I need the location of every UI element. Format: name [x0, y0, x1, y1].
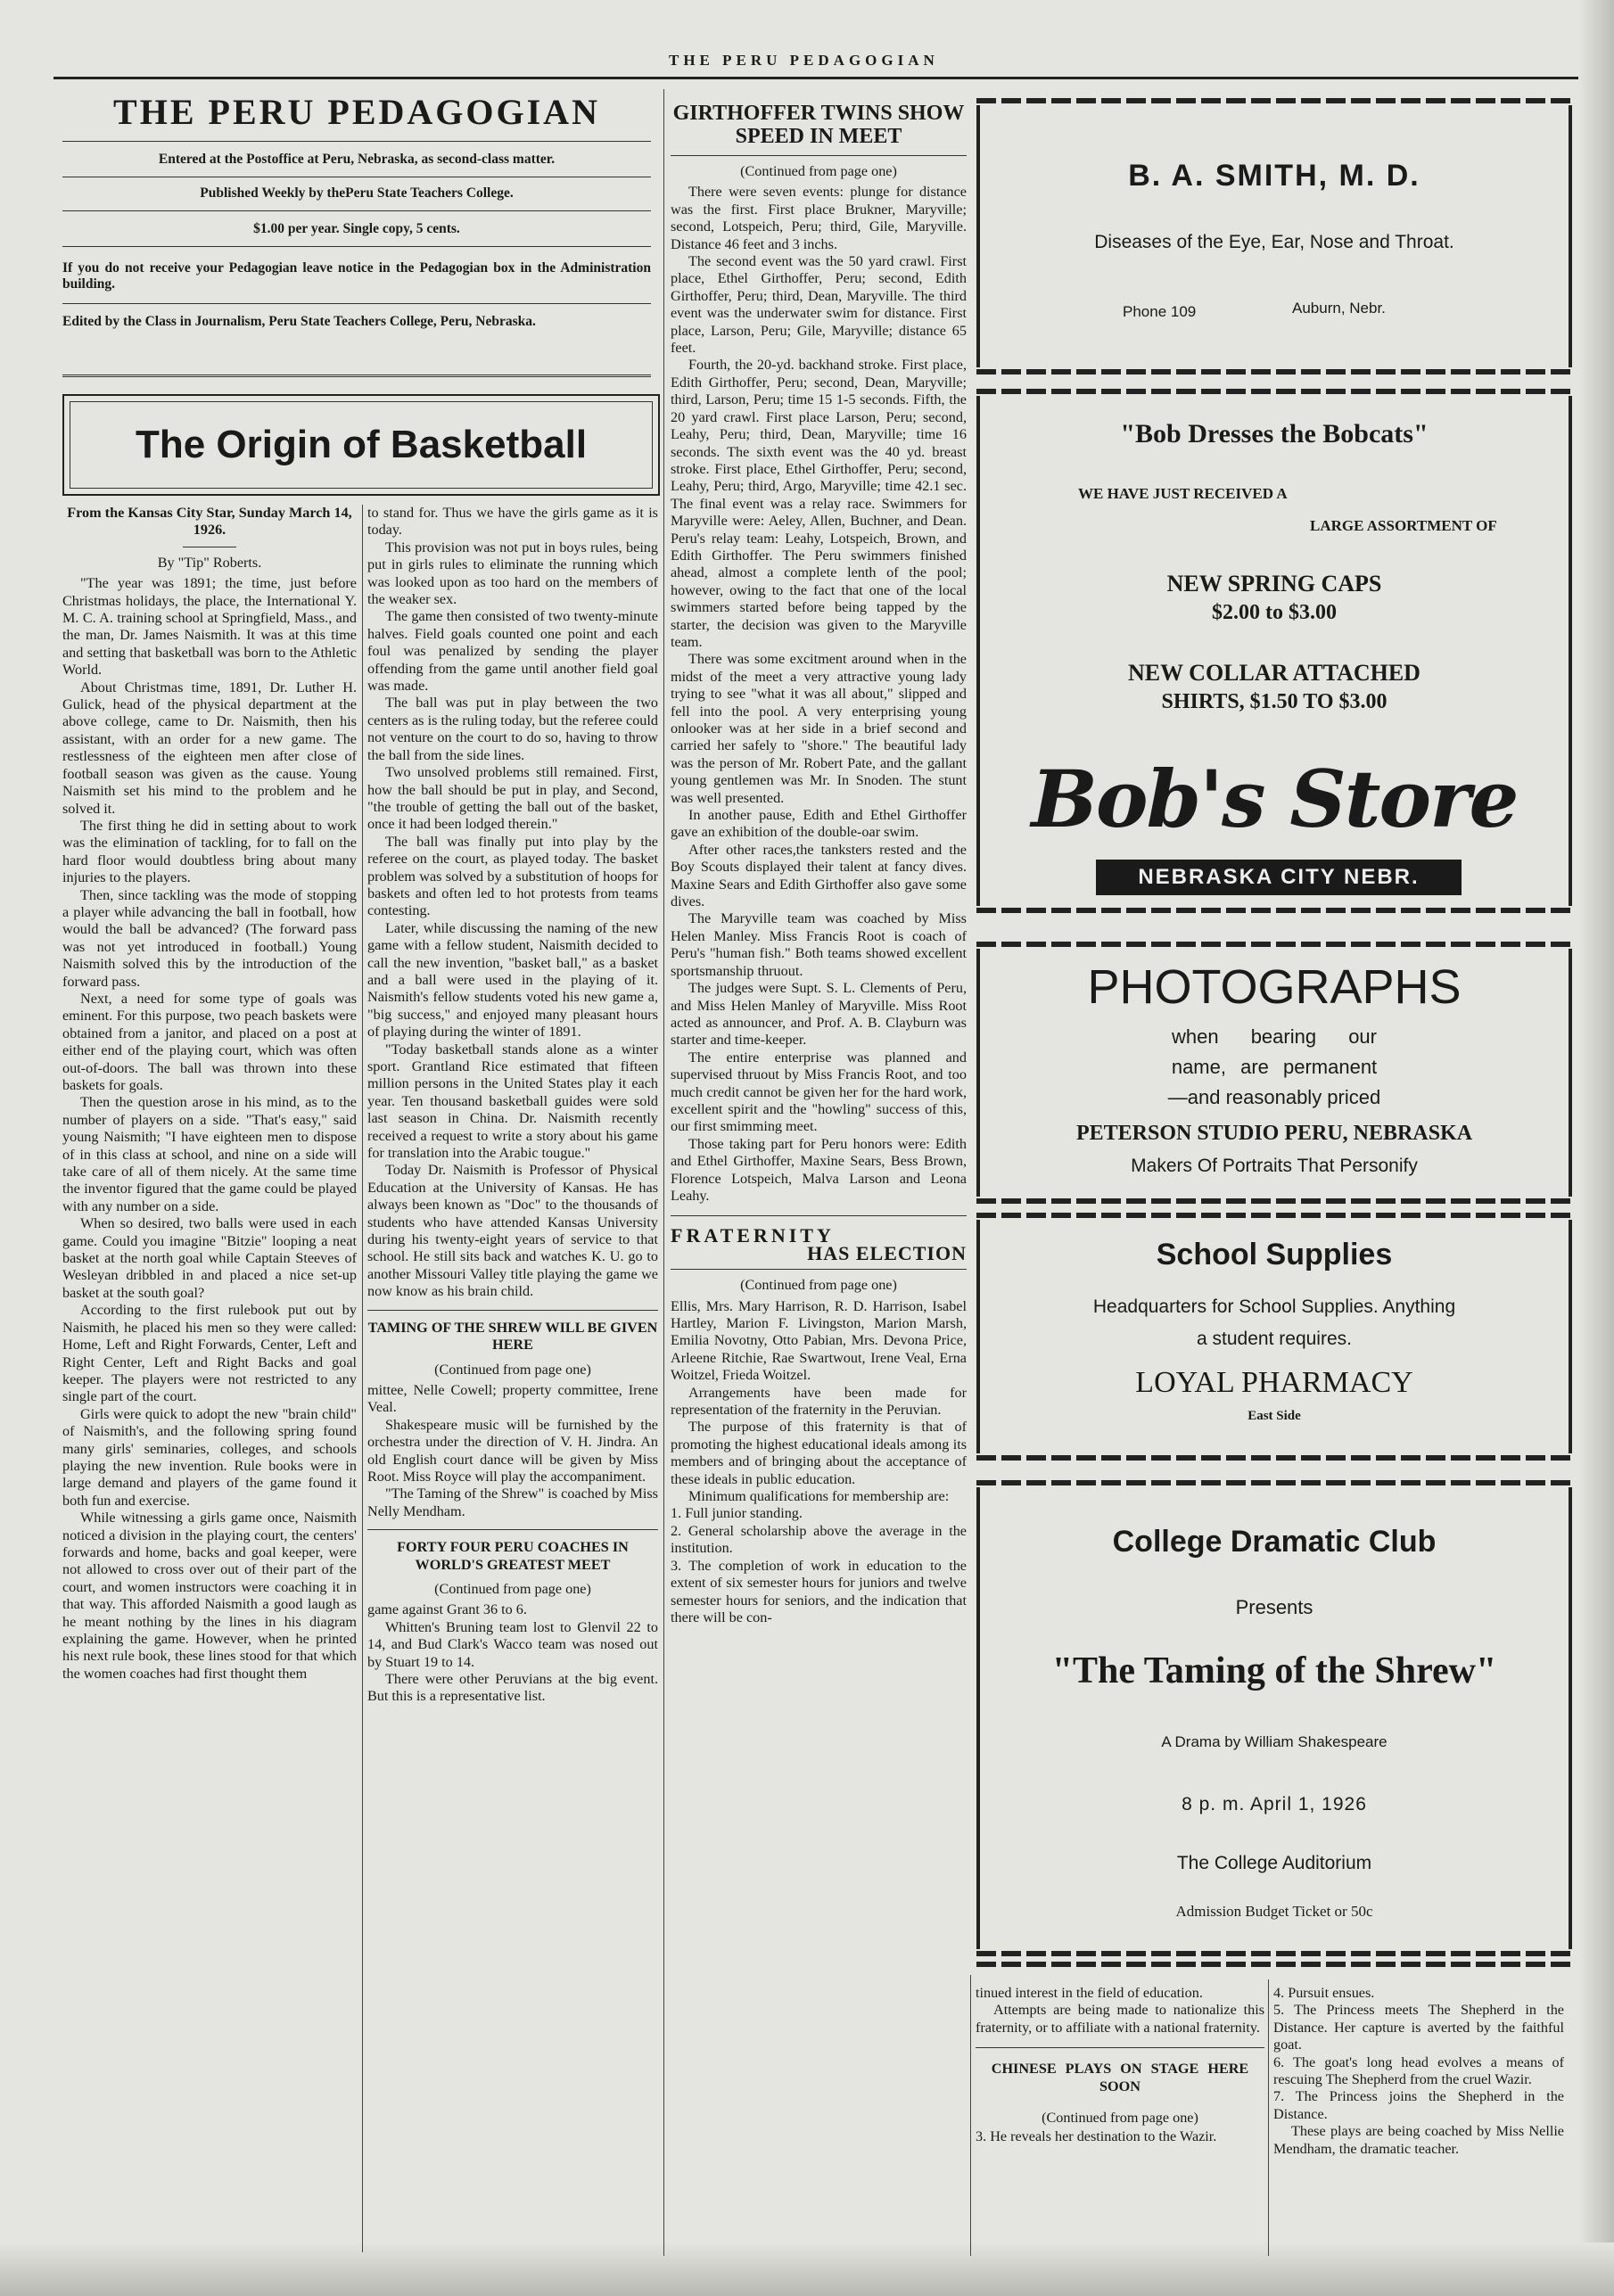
twins-continued: (Continued from page one): [740, 163, 897, 179]
bob-received: WE HAVE JUST RECEIVED A: [1078, 485, 1288, 502]
ad-border-dash: [976, 1198, 1572, 1204]
coaches-continued: (Continued from page one): [434, 1580, 591, 1597]
chinese-headline: CHINESE PLAYS ON STAGE HERE SOON: [991, 2061, 1249, 2094]
school-ad: [976, 1220, 1572, 1453]
page-edge-shadow: [1578, 0, 1614, 2296]
column-rule: [1268, 1979, 1269, 2256]
chinese-closing: These plays are being coached by Miss Nellie Mendham, the dramatic teacher.: [1273, 2123, 1564, 2157]
chinese-continued: (Continued from page one): [1042, 2110, 1198, 2127]
drama-title: "The Taming of the Shrew": [1051, 1650, 1497, 1691]
origin-paragraph: The ball was put in play between the two centers as is the ruling today, but the referee could not venture on the court to do so, having to throw the ball from the side lines.: [367, 695, 658, 763]
masthead-title: THE PERU PEDAGOGIAN: [113, 92, 600, 132]
photo-line: —and reasonably priced: [1167, 1086, 1381, 1108]
masthead-price: $1.00 per year. Single copy, 5 cents.: [253, 221, 460, 236]
ad-border-dash: [976, 98, 1572, 103]
divider: [976, 2047, 1264, 2048]
twins-paragraph: The Maryville team was coached by Miss Helen Manley. Miss Francis Root is coach of Peru's "human fish." Both teams showed excellent sportsmanship thruout.: [671, 910, 967, 979]
origin-byline: By "Tip" Roberts.: [157, 554, 262, 571]
drama-place: The College Auditorium: [1176, 1853, 1372, 1873]
masthead-notice: If you do not receive your Pedagogian leave notice in the Pedagogian box in the Administration building.: [62, 260, 651, 292]
photo-line: when bearing our: [1171, 1025, 1377, 1048]
coaches-headline: FORTY FOUR PERU COACHES IN WORLD'S GREATEST MEET: [397, 1539, 629, 1573]
origin-headline-box: [62, 394, 660, 496]
drama-admission: Admission Budget Ticket or 50c: [1175, 1903, 1373, 1920]
top-rule: [54, 77, 1578, 79]
column-rule: [362, 505, 363, 2252]
twins-paragraph: The entire enterprise was planned and supervised thruout by Miss Francis Root, and too much credit cannot be given her for the hard work, excellent spirit and the "howling" success of this, our first smimming meet.: [671, 1049, 967, 1135]
masthead-publisher: Published Weekly by thePeru State Teachers College.: [200, 185, 514, 201]
fraternity-headline-2: HAS ELECTION: [807, 1241, 967, 1264]
drama-time: 8 p. m. April 1, 1926: [1182, 1794, 1367, 1815]
taming-continued: (Continued from page one): [434, 1361, 591, 1378]
divider: [671, 155, 967, 156]
bob-ad: [976, 396, 1572, 906]
twins-paragraph: There was some excitment around when in the midst of the meet a very attractive young lady trying to see "what it was all about," slipped and fell into the pool. A very enterprising young onlooker was at her side in a brief second and carried her safely to "shore." The beautiful lady was the person of Mr. Robert Pate, and the gallant young gentlemen was Mr. In Snoden. The stunt was well presented.: [671, 651, 967, 806]
taming-paragraph: Shakespeare music will be furnished by the orchestra under the direction of V. H. Jindra. An old English court dance will be given by Miss Root. Miss Royce will play the accompaniment.: [367, 1416, 658, 1485]
origin-paragraph: The first thing he did in setting about to work was the elimination of tackling, for to fall on the hard floor would doubtless bring about many injuries to the players.: [62, 817, 357, 886]
origin-paragraph: Next, a need for some type of goals was eminent. For this purpose, two peach baskets were obtained from a janitor, and placed on a post at either end of the playing court, which was often out-of-doors. The ball was thrown into these baskets for goals.: [62, 990, 357, 1093]
fraternity-headline-1: FRATERNITY: [671, 1224, 835, 1247]
school-line: Headquarters for School Supplies. Anything: [1092, 1296, 1456, 1317]
ad-border-dash: [976, 908, 1572, 913]
masthead-rule: [62, 374, 651, 377]
ad-border-dash: [976, 1951, 1572, 1956]
divider: [367, 1529, 658, 1530]
ad-border-dash: [976, 1962, 1572, 1967]
bob-shirts-price: SHIRTS, $1.50 TO $3.00: [1161, 690, 1388, 713]
origin-paragraph: Then the question arose in his mind, as to the number of players on a side. "That's easy," said young Naismith; "I have eighteen men to dispose of in this class at school, and nine on a side will take care of all of them nicely. At the same time the inventor figured that the game could be played with any number on a side.: [62, 1094, 357, 1214]
coaches-paragraph: game against Grant 36 to 6.: [367, 1601, 527, 1618]
ad-border-dash: [976, 369, 1572, 374]
fraternity-list-item: 2. General scholarship above the average in the institution.: [671, 1522, 967, 1557]
school-headline: School Supplies: [1156, 1238, 1393, 1271]
running-head: THE PERU PEDAGOGIAN: [669, 52, 939, 69]
taming-paragraph: mittee, Nelle Cowell; property committee, Irene Veal.: [367, 1381, 658, 1416]
column-rule: [663, 89, 664, 2256]
fraternity-list-item: 1. Full junior standing.: [671, 1505, 803, 1522]
origin-headline: The Origin of Basketball: [70, 401, 653, 489]
masthead-rule: [62, 303, 651, 304]
twins-paragraph: Those taking part for Peru honors were: Edith and Ethel Girthoffer, Maxine Sears, Bess Brown, Florence Lotspeich, Malva Larson and Leona Leahy.: [671, 1135, 967, 1204]
drama-presents: Presents: [1235, 1596, 1313, 1618]
origin-paragraph: This provision was not put in boys rules, being put in girls rules to eliminate the running which was looked upon as too hard on the members of the weaker sex.: [367, 539, 658, 608]
smith-phone: Phone 109: [1123, 303, 1197, 320]
school-store: LOYAL PHARMACY: [1135, 1366, 1413, 1399]
origin-paragraph: The ball was finally put into play by the referee on the court, as played today. The basket problem was solved by a substitution of hoops for baskets and often led to hot protests from teams contesting.: [367, 833, 658, 919]
origin-paragraph: Two unsolved problems still remained. First, how the ball should be put in play, and Second, "the trouble of getting the ball out of the basket, once it had been lodged therein.": [367, 764, 658, 833]
chinese-left-column: [976, 1985, 1264, 2146]
fraternity-continued: (Continued from page one): [740, 1277, 897, 1294]
ad-border-dash: [976, 1213, 1572, 1218]
twins-column: [671, 102, 967, 1626]
photo-headline: PHOTOGRAPHS: [1087, 960, 1462, 1014]
masthead-rule: [62, 246, 651, 247]
taming-headline: TAMING OF THE SHREW WILL BE GIVEN HERE: [367, 1319, 658, 1354]
origin-paragraph: According to the first rulebook put out by Naismith, he placed his men so they were called: Home, Left and Right Forwards, Center, Left and Right Center, Left and Right Backs and goal keeper. The players were not restricted to any single part of the court.: [62, 1302, 357, 1405]
origin-paragraph: About Christmas time, 1891, Dr. Luther H. Gulick, head of the physical department at the above college, came to Dr. Naismith, then his assistant, with an order for a new game. The restlessness of the eighteen men after close of football season was given as the cause. Young Naismith set his mind to the problem and he solved it.: [62, 679, 357, 817]
taming-paragraph: "The Taming of the Shrew" is coached by Miss Nelly Mendham.: [367, 1485, 658, 1519]
fraternity-paragraph: The purpose of this fraternity is that of promoting the highest educational ideals among its members and of bringing about the acceptance of these ideals in public education.: [671, 1419, 967, 1487]
ad-border-dash: [976, 389, 1572, 394]
drama-sub: A Drama by William Shakespeare: [1161, 1733, 1388, 1750]
drama-ad: [976, 1487, 1572, 1949]
photo-studio: PETERSON STUDIO PERU, NEBRASKA: [1075, 1122, 1473, 1145]
twins-paragraph: Fourth, the 20-yd. backhand stroke. First place, Edith Girthoffer, Peru; second, Dean, Maryville; third, Larson, Peru; time 15 1-5 seconds. Fifth, the 20 yard crawl. First place Larson, Peru; second, Leahy, Peru; third, Dean, Maryville; time 16 seconds. The sixth event was the 40 yd. breast stroke. First place, Ethel Girthoffer, Peru; second, Leahy, Peru; third, Argo, Maryville; time 42.1 sec. The final event was a relay race. Swimmers for Maryville were: Aeley, Allen, Buchner, and Dean. Peru's relay team: Leahy, Lotspeich, Brown, and Edith Girthoffer. The Peru swimmers finished ahead, almost a complete lenth of the pool; however, owing to the fact that one of the local swimmers started before being tapped by the starter, the decision was given to the Maryville team.: [671, 357, 967, 650]
masthead-rule: [62, 210, 651, 211]
bob-caps-price: $2.00 to $3.00: [1212, 601, 1337, 624]
twins-paragraph: The judges were Supt. S. L. Clements of Peru, and Miss Helen Manley of Maryville. Miss Root acted as announcer, and Prof. A. B. Clayburn was starter and time-keeper.: [671, 980, 967, 1049]
origin-paragraph: Girls were quick to adopt the new "brain child" of Naismith's, and the following spring found many girls' seminaries, colleges, and schools playing the new invention. Rule books were in large demand and players of the game found it both fun and exercise.: [62, 1405, 357, 1509]
bob-store-logo: Bob's Store: [1031, 753, 1518, 845]
divider: [367, 1310, 658, 1311]
masthead-editors: Edited by the Class in Journalism, Peru State Teachers College, Peru, Nebraska.: [62, 314, 536, 329]
photo-line: name, are permanent: [1171, 1056, 1378, 1078]
twins-headline: GIRTHOFFER TWINS SHOW SPEED IN MEET: [672, 102, 965, 148]
smith-specialty: Diseases of the Eye, Ear, Nose and Throat.: [1094, 232, 1454, 252]
origin-column-2: [367, 505, 658, 1706]
divider: [671, 1215, 967, 1216]
origin-paragraph: to stand for. Thus we have the girls game as it is today.: [367, 505, 658, 539]
fraternity-paragraph: Attempts are being made to nationalize this fraternity, or to affiliate with a national fraternity.: [976, 2002, 1264, 2036]
masthead-rule: [62, 141, 651, 142]
twins-paragraph: After other races,the tanksters rested and the Boy Scouts displayed their talent at fancy dives. Maxine Sears and Edith Girthoffer also gave some dives.: [671, 841, 967, 910]
origin-paragraph: Today Dr. Naismith is Professor of Physical Education at the University of Kansas. He has always been known as "Doc" to the thousands of students who have attended Kansas University during his twenty-eight years of service to that school. He still sits back and watches K. U. go to another Missouri Valley title playing the game we now know as his brain child.: [367, 1162, 658, 1300]
coaches-paragraph: There were other Peruvians at the big event. But this is a representative list.: [367, 1671, 658, 1705]
drama-club: College Dramatic Club: [1112, 1525, 1437, 1559]
ad-border-dash: [976, 942, 1572, 947]
divider: [671, 1269, 967, 1270]
smith-city: Auburn, Nebr.: [1292, 300, 1386, 317]
ad-border-dash: [976, 1480, 1572, 1485]
chinese-item: 4. Pursuit ensues.: [1273, 1985, 1375, 2001]
twins-paragraph: In another pause, Edith and Ethel Girthoffer gave an exhibition of the double-oar swim.: [671, 807, 967, 841]
twins-paragraph: The second event was the 50 yard crawl. First place, Ethel Girthoffer, Peru; second, Edith Girthoffer, Peru; third, Dean, Maryville. The third event was the underwater swim for distance. First place, Larson, Peru; Gile, Maryville; distance 65 feet.: [671, 253, 967, 357]
origin-paragraph: While witnessing a girls game once, Naismith noticed a division in the playing court, the centers' forwards and home, backs and goal keeper, were not allowed to cross over out of their part of the court, and women instructors were coaching it in that way. This afforded Naismith a good laugh as he meant nothing by the lines in his diagram explaining the game. However, when he printed his next rule book, these lines stood for that which the women coaches had first thought them: [62, 1510, 357, 1682]
page-bottom-shadow: [0, 2243, 1614, 2296]
chinese-item: 7. The Princess joins the Shepherd in the Distance.: [1273, 2088, 1564, 2122]
origin-paragraph: The game then consisted of two twenty-minute halves. Field goals counted one point and each foul was penalized by sending the player offending from the game until another field goal was made.: [367, 608, 658, 695]
fraternity-paragraph: Ellis, Mrs. Mary Harrison, R. D. Harrison, Isabel Hartley, Marion F. Livingston, Marion Marsh, Emilia Novotny, Otto Pabian, Mrs. Devona Price, Arleene Ritchie, Rae Swartwout, Irene Veal, Erna Woitzel, Frieda Woitzel.: [671, 1297, 967, 1384]
fraternity-paragraph: Minimum qualifications for membership are:: [688, 1488, 950, 1505]
origin-paragraph: Later, while discussing the naming of the new game with a fellow student, Naismith decided to call the new invention, "basket ball," as a basket and a ball were used in the playing of it. Naismith's fellow students voted his new game a, "big success," and enjoyed many pleasant hours of playing during the winter of 1891.: [367, 919, 658, 1041]
fraternity-paragraph: Arrangements have been made for representation of the fraternity in the Peruvian.: [671, 1384, 967, 1419]
chinese-item: 6. The goat's long head evolves a means of rescuing The Shepherd from the cruel Wazir.: [1273, 2053, 1564, 2088]
school-line: a student requires.: [1197, 1329, 1352, 1349]
origin-paragraph: When so desired, two balls were used in each game. Could you imagine "Bitzie" looping a neat basket at the north goal while Captain Steeves of Wesleyan dribbled in and placed a nice set-up basket at the south goal?: [62, 1215, 357, 1301]
bob-store-banner: NEBRASKA CITY NEBR.: [1096, 860, 1462, 895]
origin-column-1: [62, 505, 357, 1683]
ad-border-dash: [976, 1455, 1572, 1461]
chinese-item: 5. The Princess meets The Shepherd in the Distance. Her capture is averted by the faithful goat.: [1273, 2002, 1564, 2053]
fraternity-paragraph: tinued interest in the field of education.: [976, 1985, 1203, 2001]
bob-slogan: "Bob Dresses the Bobcats": [1120, 419, 1429, 449]
fraternity-list-item: 3. The completion of work in education to the extent of six semester hours for juniors and twelve semester hours for seniors, and the indication that there will be con-: [671, 1557, 967, 1625]
chinese-right-column: [1273, 1985, 1564, 2158]
origin-source: From the Kansas City Star, Sunday March 14, 1926.: [67, 505, 352, 539]
column-rule: [970, 1975, 971, 2256]
twins-paragraph: There were seven events: plunge for distance was the first. First place Brukner, Maryville; second, Lotspeich, Peru; third, Gile, Maryville. Distance 46 feet and 3 inchs.: [671, 184, 967, 252]
origin-paragraph: Then, since tackling was the mode of stopping a player while advancing the ball in football, how would the ball be advanced? (The forward pass was not yet introduced in football.) Young Naismith solved this by the introduction of the forward pass.: [62, 886, 357, 990]
origin-paragraph: "Today basketball stands alone as a winter sport. Grantland Rice estimated that fifteen million persons in the United States play it each year. Ten thousand basketball guides were sold last season in China. Dr. Naismith recently received a request to write a story about his game for translation into the Arabic tougue.": [367, 1041, 658, 1162]
bob-shirts: NEW COLLAR ATTACHED: [1128, 660, 1420, 686]
chinese-item: 3. He reveals her destination to the Wazir.: [976, 2128, 1217, 2145]
bob-assortment: LARGE ASSORTMENT OF: [1310, 517, 1497, 534]
coaches-paragraph: Whitten's Bruning team lost to Glenvil 22 to 14, and Bud Clark's Wacco team was nosed out by Stuart 19 to 14.: [367, 1618, 658, 1670]
origin-paragraph: "The year was 1891; the time, just before Christmas holidays, the place, the International Y. M. C. A. training school at Springfield, Mass., and the man, Dr. James Naismith. It was at this time and setting that basketball was born to the Athletic World.: [62, 575, 357, 679]
masthead-postoffice: Entered at the Postoffice at Peru, Nebraska, as second-class matter.: [158, 152, 556, 167]
photo-ad: [976, 949, 1572, 1197]
photo-tagline: Makers Of Portraits That Personify: [1131, 1156, 1418, 1176]
smith-name: B. A. SMITH, M. D.: [1128, 159, 1420, 193]
smith-ad: [976, 105, 1572, 367]
school-location: East Side: [1248, 1409, 1301, 1423]
bob-caps: NEW SPRING CAPS: [1166, 571, 1382, 597]
